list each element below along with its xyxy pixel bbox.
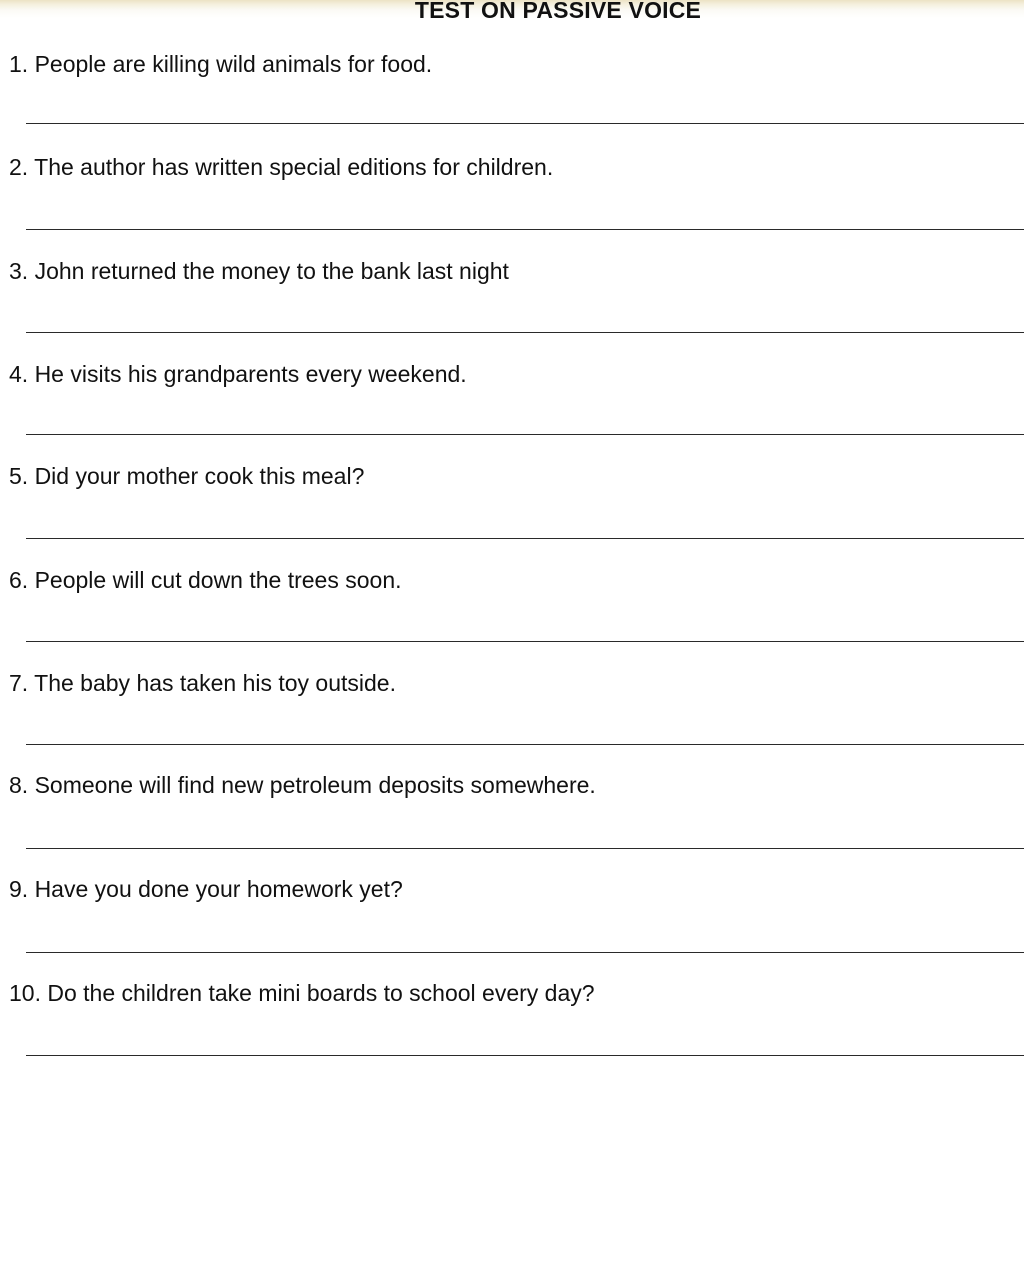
question-text: 7. The baby has taken his toy outside.	[9, 670, 396, 696]
question-item-6	[0, 566, 1024, 656]
answer-line[interactable]	[26, 744, 1024, 745]
question-item-3	[0, 257, 1024, 347]
worksheet-title: TEST ON PASSIVE VOICE	[414, 0, 702, 23]
question-text: 5. Did your mother cook this meal?	[9, 463, 365, 489]
question-item-4	[0, 360, 1024, 450]
question-item-2	[0, 153, 1024, 243]
question-text: 8. Someone will find new petroleum deposits somewhere.	[9, 772, 596, 798]
question-text: 1. People are killing wild animals for food.	[9, 51, 433, 77]
answer-line[interactable]	[26, 848, 1024, 849]
answer-line[interactable]	[26, 952, 1024, 953]
answer-line[interactable]	[26, 123, 1024, 124]
question-text: 9. Have you done your homework yet?	[9, 876, 403, 902]
question-item-9	[0, 875, 1024, 965]
answer-line[interactable]	[26, 1055, 1024, 1056]
answer-line[interactable]	[26, 538, 1024, 539]
answer-line[interactable]	[26, 641, 1024, 642]
answer-line[interactable]	[26, 434, 1024, 435]
question-text: 10. Do the children take mini boards to school every day?	[9, 980, 595, 1006]
question-item-10	[0, 979, 1024, 1069]
question-text: 3. John returned the money to the bank last night	[9, 258, 509, 284]
question-text: 6. People will cut down the trees soon.	[9, 567, 402, 593]
question-text: 4. He visits his grandparents every weekend.	[9, 361, 467, 387]
question-item-7	[0, 669, 1024, 759]
question-item-5	[0, 462, 1024, 552]
answer-line[interactable]	[26, 332, 1024, 333]
answer-line[interactable]	[26, 229, 1024, 230]
question-item-8	[0, 771, 1024, 861]
question-item-1	[0, 50, 1024, 140]
question-text: 2. The author has written special editions for children.	[9, 154, 554, 180]
